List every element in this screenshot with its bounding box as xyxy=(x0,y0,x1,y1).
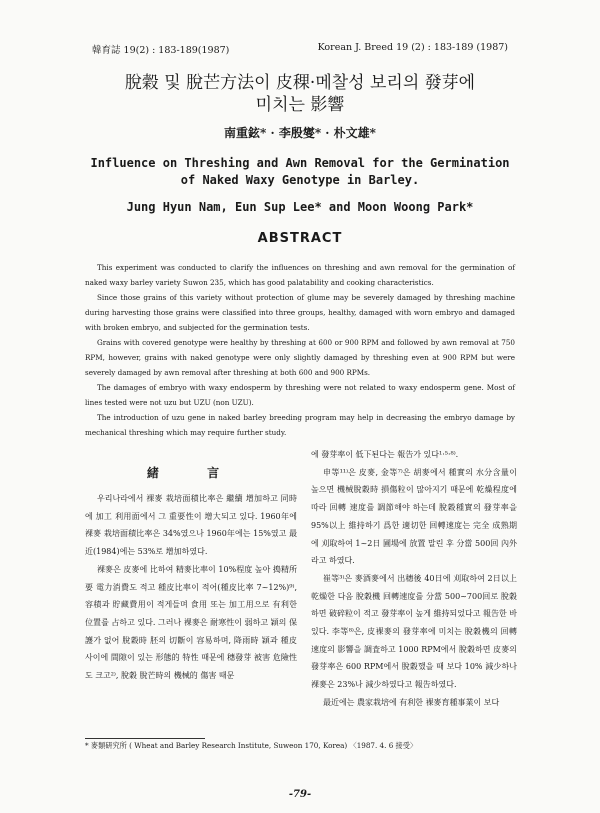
abstract-heading: ABSTRACT xyxy=(257,231,343,246)
journal-citation-korean: 韓育誌 19(2) : 183-189(1987) xyxy=(92,45,230,56)
abstract-paragraph: Since those grains of this variety without protection of glume may be severely damaged by threshing machine during harvesting those grains were classified into three groups, healthy, damaged with worn embryo and damaged with broken embryo, and subjected for the germination tests. xyxy=(85,293,515,332)
english-title xyxy=(0,155,600,189)
page-number: -79- xyxy=(288,789,312,800)
left-text-column xyxy=(85,490,297,685)
body-paragraph: 申等¹¹⁾은 皮麥, 金等⁷⁾은 胡麥에서 種實의 水分含量이 높으면 機械脫穀時 損傷粒이 많아지기 때문에 乾燥程度에 따라 回轉 速度를 調節해야 하는데 脫穀種實의 發芽率을 95%以上 維持하기 爲한 適切한 回轉速度는 完全 成熟期에 刈取하여 1~2日 圃場에 放置 말린 후 分當 500回 內外라고 하였다. xyxy=(311,467,517,566)
body-paragraph: 最近에는 農家栽培에 有利한 裸麥育種事業이 보다 xyxy=(323,697,500,707)
introduction-heading: 緒 言 xyxy=(146,466,242,480)
abstract-paragraph: Grains with covered genotype were healthy by threshing at 600 or 900 RPM and followed by awn removal at 750 RPM, however, grains with naked genotype were only slightly damaged by threshing even at 900 RPM but were severely damaged by awn removal after threshing at both 600 and 900 RPMs. xyxy=(85,338,515,377)
english-title-line-1: Influence on Threshing and Awn Removal for the Germination xyxy=(90,156,510,170)
korean-title-line-1: 脫穀 및 脫芒方法이 皮稞·메찰성 보리의 發芽에 xyxy=(124,73,476,93)
korean-title-line-2: 미치는 影響 xyxy=(255,95,345,115)
journal-citation-english: Korean J. Breed 19 (2) : 183-189 (1987) xyxy=(317,42,508,53)
body-paragraph: 에 發芽率이 低下된다는 報告가 있다¹·⁵·⁸⁾. xyxy=(311,450,459,459)
right-text-column xyxy=(311,446,517,712)
abstract-paragraph: This experiment was conducted to clarify the influences on threshing and awn removal for the germination of naked waxy barley variety Suwon 235, which has good palatability and cooking characteristics. xyxy=(85,263,515,287)
korean-authors: 南重鉉* · 李殷燮* · 朴文雄* xyxy=(224,126,376,140)
abstract-paragraph: The introduction of uzu gene in naked barley breeding program may help in decreasing the embryo damage by mechanical threshing which may require further study. xyxy=(85,413,515,437)
english-title-line-2: of Naked Waxy Genotype in Barley. xyxy=(180,173,420,187)
footnote-divider xyxy=(85,738,205,739)
body-paragraph: 崔等³⁾은 麥酒麥에서 出穗後 40日에 刈取하여 2日以上 乾燥한 다음 脫穀機 回轉速度를 分當 500~700回로 脫穀하면 破碎粒이 적고 發芽率이 높게 維持되었다고 報告한 바 있다. 李等⁸⁾은, 皮裸麥의 發芽率에 미치는 脫穀機의 回轉速度의 影響을 調査하고 1000 RPM에서 脫穀하면 皮麥의 發芽率은 600 RPM에서 脫穀했을 때 보다 10% 減少하나 裸麥은 23%나 減少하였다고 報告하였다. xyxy=(311,573,517,690)
affiliation-footnote: * 麥類硏究所 ( Wheat and Barley Research Institute, Suweon 170, Korea) 〈1987. 4. 6 接受〉 xyxy=(85,741,418,750)
body-paragraph: 우리나라에서 裸麥 栽培面積比率은 繼續 增加하고 同時에 加工 利用面에서 그 重要性이 增大되고 있다. 1960年에 裸麥 栽培面積比率은 34%였으나 1960年에는 15%였고 最近(1984)에는 53%로 增加하였다. xyxy=(85,494,297,557)
abstract-paragraph: The damages of embryo with waxy endosperm by threshing were not related to waxy endosperm gene. Most of lines tested were not uzu but UZU (non UZU). xyxy=(85,383,515,407)
body-paragraph: 裸麥은 皮麥에 比하여 精麥比率이 10%程度 높아 搗精所要 電力消費도 적고 種皮比率이 적어(種皮比率 7~12%)⁹⁾, 容積과 貯藏費用이 적게들며 食用 또는 加工用으로 有利한 位置를 占하고 있다. 그러나 裸麥은 耐寒性이 弱하고 穎의 保護가 없어 脫穀時 胚의 切斷이 容易하며, 降雨時 穎과 種皮사이에 間隙이 있는 形態的 特性 때문에 穗發芽 被害 危險性도 크고²⁾, 脫穀 脫芒時의 機械的 傷害 때문 xyxy=(85,564,297,681)
english-authors: Jung Hyun Nam, Eun Sup Lee* and Moon Woong Park* xyxy=(126,200,474,214)
abstract-body xyxy=(85,260,515,440)
